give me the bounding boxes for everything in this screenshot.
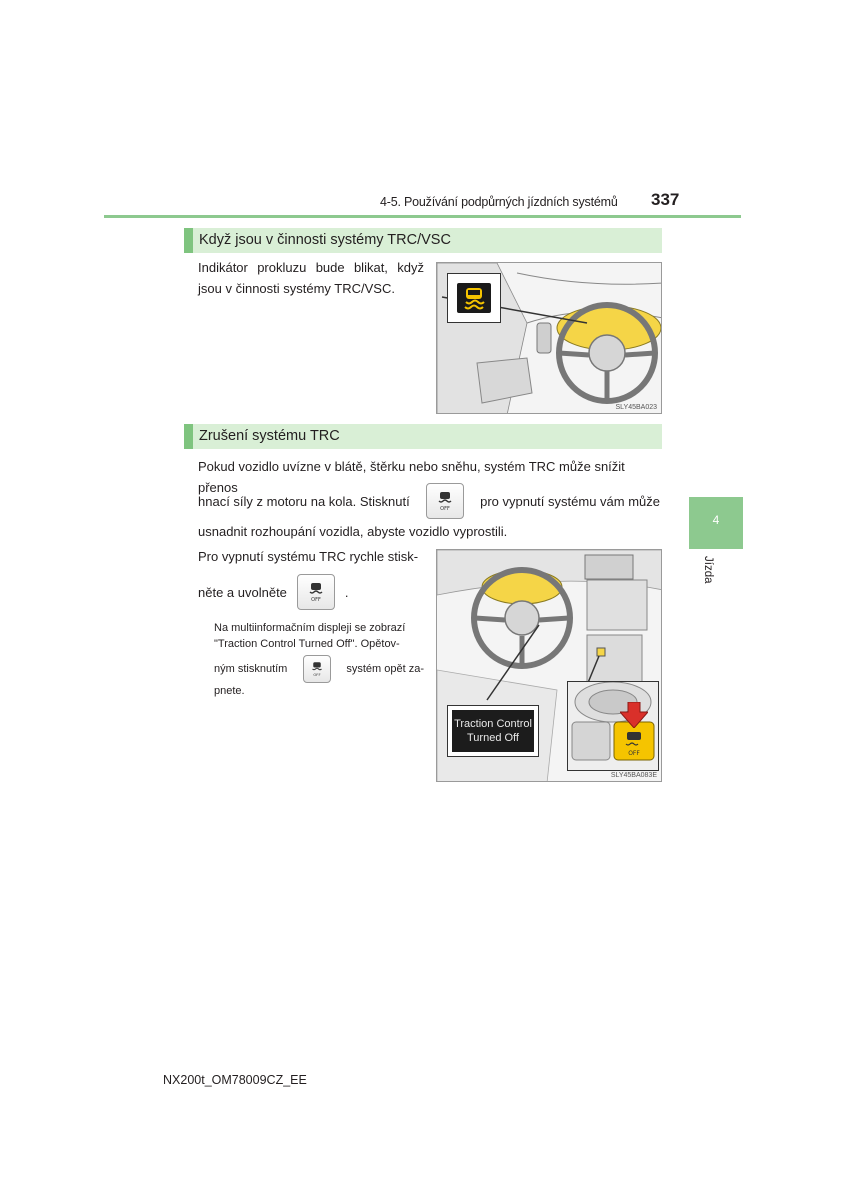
slip-indicator-icon (457, 283, 491, 313)
footer-code: NX200t_OM78009CZ_EE (163, 1073, 307, 1087)
section1-text (198, 257, 424, 299)
indicator-callout (447, 273, 501, 323)
section-heading-trc-vsc: Když jsou v činnosti systémy TRC/VSC (184, 228, 662, 253)
note-text: ným stisknutím (214, 663, 288, 675)
paragraph-line-with-icon (198, 482, 660, 520)
display-text-line2: Turned Off (467, 732, 519, 744)
red-arrow-icon (620, 702, 648, 728)
chapter-tab: 4 (689, 497, 743, 549)
instruction-line: Pro vypnutí systému TRC rychle stisk- (198, 549, 419, 564)
dashboard-figure (436, 262, 662, 414)
display-text-line1: Traction Control (454, 718, 532, 730)
figure-code: SLY45BA083E (610, 772, 657, 779)
trc-off-button-icon (426, 483, 464, 519)
button-callout (567, 681, 659, 771)
note-line: "Traction Control Turned Off". Opětov- (214, 638, 400, 650)
button-off-label: OFF (440, 506, 450, 511)
instruction-text: něte a uvolněte (198, 584, 287, 600)
section1-text-line: jsou v činnosti systémy TRC/VSC. (198, 281, 395, 296)
paragraph-text: pro vypnutí systému vám může (480, 493, 660, 509)
paragraph-line: Pokud vozidlo uvízne v blátě, štěrku nebo sněhu, systém TRC může snížit přenos (198, 459, 625, 495)
button-off-label: OFF (313, 672, 321, 677)
running-header: 4-5. Používání podpůrných jízdních systémů (380, 195, 618, 209)
instruction-text: . (344, 584, 349, 600)
paragraph-line: usnadnit rozhoupání vozidla, abyste vozidlo vyprostili. (198, 524, 508, 539)
paragraph-text: hnací síly z motoru na kola. Stisknutí (198, 493, 410, 509)
section1-text-line: Indikátor prokluzu bude blikat, když (198, 260, 424, 275)
instruction-line-with-icon (198, 572, 349, 612)
section-heading-trc-off: Zrušení systému TRC (184, 424, 662, 449)
note-text (214, 620, 424, 652)
console-figure (436, 549, 662, 782)
figure-code: SLY45BA023 (615, 404, 657, 411)
header-rule (104, 215, 741, 218)
page-number: 337 (651, 190, 680, 209)
note-line: pnete. (214, 685, 245, 697)
note-line-with-icon (214, 654, 424, 684)
chapter-label: Jízda (702, 556, 714, 584)
note-text: systém opět za- (346, 663, 424, 675)
note-line: Na multiinformačním displeji se zobrazí (214, 622, 406, 634)
button-off-label: OFF (311, 597, 321, 602)
section2-paragraph-end (198, 521, 660, 542)
trc-off-button-icon (297, 574, 335, 610)
multi-information-display (452, 710, 534, 752)
button-off-label: OFF (628, 750, 640, 757)
display-callout (447, 705, 539, 757)
trc-off-button-icon (303, 655, 331, 683)
